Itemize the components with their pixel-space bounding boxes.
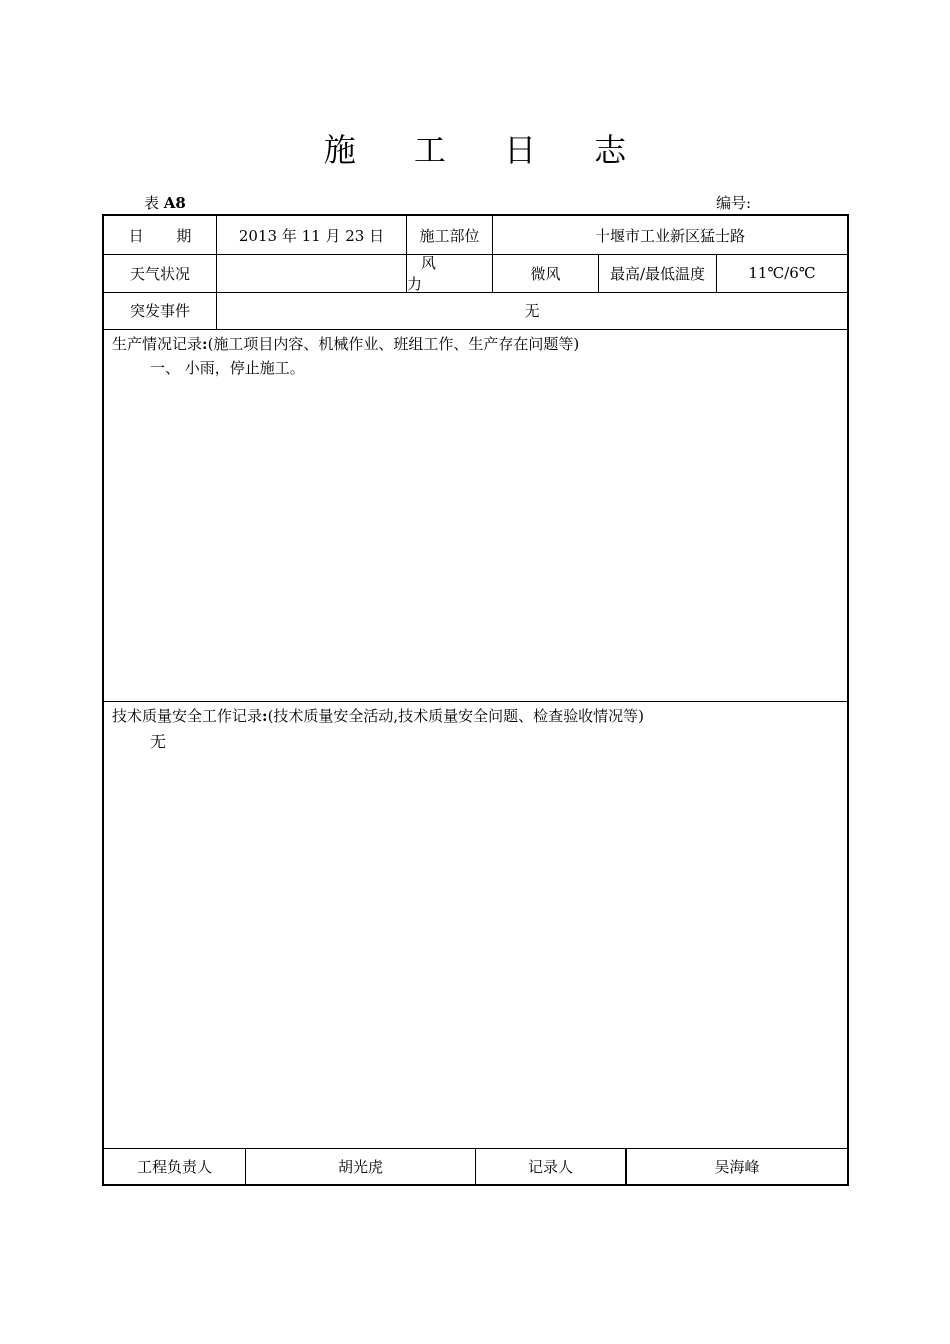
production-heading-title: 生产情况记录 [112,335,203,353]
technical-content: 无 [150,732,167,751]
recorder-label: 记录人 [475,1148,625,1184]
production-heading: 生产情况记录:(施工项目内容、机械作业、班组工作、生产存在问题等) [112,335,580,353]
incident-value: 无 [216,292,847,329]
production-content: 一、 小雨，停止施工。 [150,359,305,377]
recorder-value: 吴海峰 [625,1148,847,1184]
form-code: A8 [163,194,186,212]
weather-row [104,254,847,293]
weather-label: 天气状况 [129,264,190,283]
wind-label: 风 力 [406,254,492,292]
date-value: 2013 年 11 月 23 日 [216,216,406,254]
temperature-label: 最高/最低温度 [598,254,716,292]
production-record-block [104,329,847,702]
manager-label: 工程负责人 [136,1157,212,1176]
date-location-row [104,216,847,255]
form-label-prefix: 表 [144,194,160,212]
incident-row [104,292,847,330]
temperature-value: 11℃/6℃ [716,254,847,292]
wind-value: 微风 [492,254,598,292]
production-heading-note: (施工项目内容、机械作业、班组工作、生产存在问题等) [207,335,580,353]
form-number [144,192,186,213]
location-value: 十堰市工业新区猛士路 [492,216,847,254]
manager-value: 胡光虎 [245,1148,475,1184]
page-title: 施 工 日 志 [323,131,651,169]
serial-number-label: 编号: [716,194,752,212]
weather-value [216,254,406,292]
technical-heading-title: 技术质量安全工作记录 [112,707,263,725]
location-label: 施工部位 [406,216,492,254]
signature-row [104,1148,847,1184]
date-label: 日 期 [128,226,206,245]
incident-label: 突发事件 [129,302,190,320]
technical-heading: 技术质量安全工作记录:(技术质量安全活动,技术质量安全问题、检查验收情况等) [112,707,645,725]
technical-record-block [104,701,847,1149]
technical-heading-note: (技术质量安全活动,技术质量安全问题、检查验收情况等) [267,707,645,725]
construction-log-table [102,214,849,1186]
